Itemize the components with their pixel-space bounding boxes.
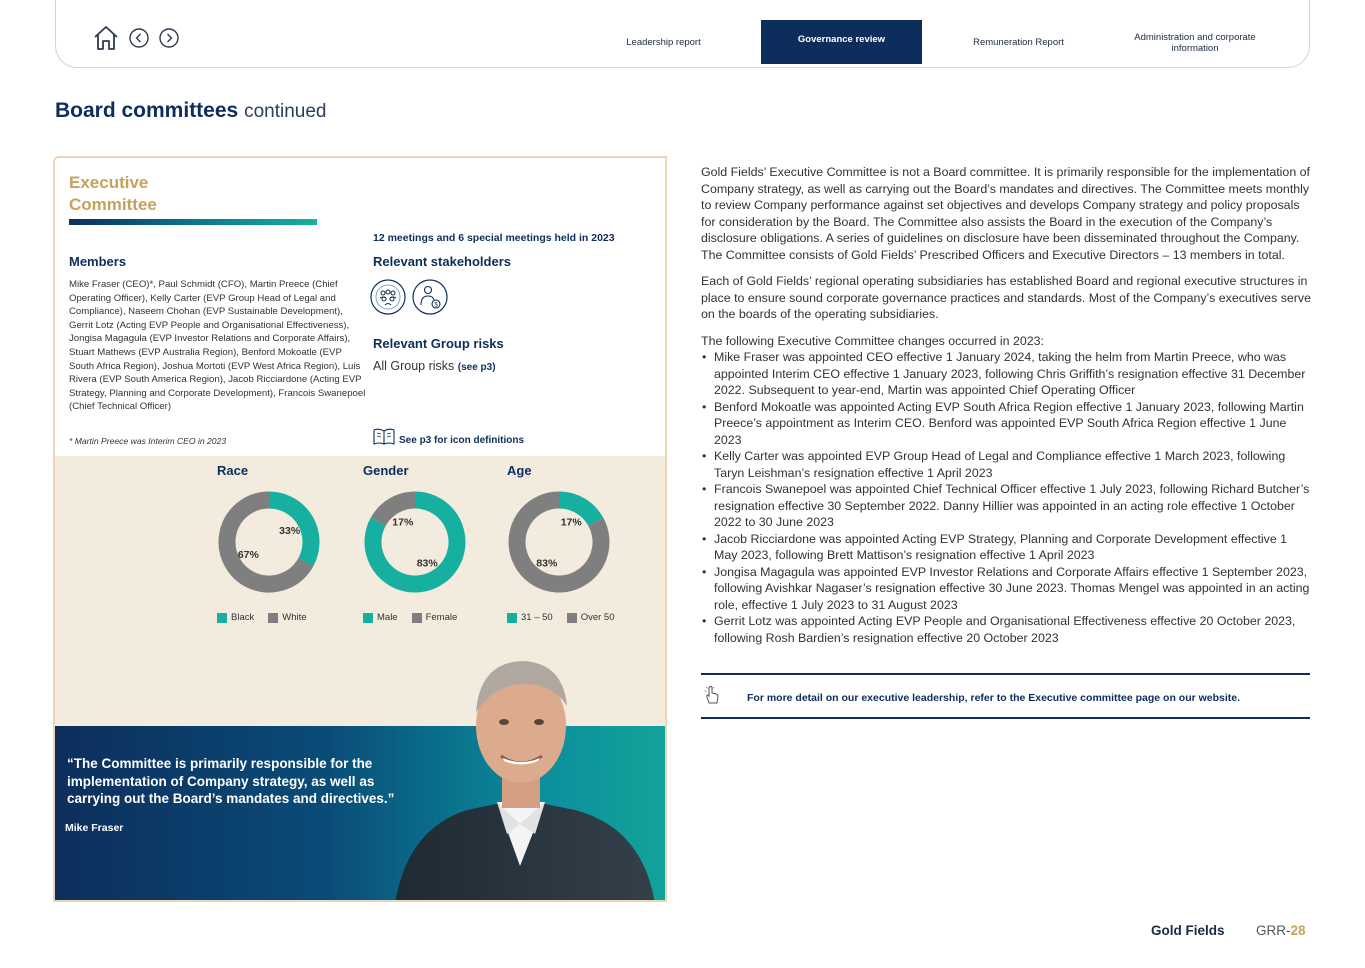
stakeholder-icons — [369, 278, 449, 316]
risks-heading: Relevant Group risks — [373, 336, 504, 351]
list-item: • Kelly Carter was appointed EVP Group Head of Legal and Compliance effective 1 March 2023, following Taryn Leishman’s resignation effective 1 April 2023 — [701, 448, 1313, 481]
page-prefix: GRR- — [1256, 923, 1291, 938]
title-accent-bar — [69, 219, 317, 225]
footer-brand: Gold Fields — [1151, 923, 1225, 938]
gender-chart — [363, 463, 503, 623]
changes-list — [701, 349, 1313, 646]
investor-icon — [411, 278, 449, 316]
committee-title-line1: Executive — [69, 173, 149, 192]
gender-donut — [363, 490, 467, 594]
tab-administration[interactable]: Administration and corporate information — [1134, 31, 1256, 54]
donut-label-male: 83% — [416, 557, 438, 570]
risks-text — [373, 359, 496, 373]
committee-title-line2: Committee — [69, 195, 157, 214]
risks-value: All Group risks — [373, 359, 455, 373]
list-item: • Francois Swanepoel was appointed Chief Technical Officer effective 1 July 2023, following Richard Butcher’s resignation effective 30 September 2022. Danny Hillier was appointed in an acting role effective 1 October 2022 to 30 June 2023 — [701, 481, 1313, 531]
list-item: • Jongisa Magagula was appointed EVP Investor Relations and Corporate Affairs effective 1 September 2023, following Avishkar Nagaser’s resignation effective 30 June 2023. Thomas Mengel was appointed in an acting role, effective 1 July 2023 to 31 August 2023 — [701, 564, 1313, 614]
icon-definitions-link[interactable] — [372, 426, 524, 446]
race-legend — [217, 612, 357, 623]
age-chart-title: Age — [507, 463, 532, 478]
age-donut — [507, 490, 611, 594]
legend-label-31-50: 31 – 50 — [521, 612, 553, 623]
members-list: Mike Fraser (CEO)*, Paul Schmidt (CFO), Martin Preece (Chief Operating Officer), Kelly Carter (EVP Group Head of Legal and Compliance), Naseem Chohan (EVP Sustainable Development), Gerrit Lotz (Acting EVP People and Organisational Effectiveness), Jongisa Magagula (EVP Investor Relations and Corporate Affairs), Stuart Mathews (EVP Australia Region), Benford Mokoatle (EVP South Africa Region), Joshua Mortoti (EVP West Africa Region), Luis Rivera (EVP South America Region), Jacob Ricciardone (Acting EVP Strategy, Planning and Corporate Development), Francois Swanepoel (Chief Technical Officer) — [69, 279, 366, 413]
list-item: • Jacob Ricciardone was appointed Acting EVP Strategy, Planning and Corporate Development effective 1 May 2023, following Brett Mattison’s resignation effective 1 April 2023 — [701, 531, 1313, 564]
list-item: • Benford Mokoatle was appointed Acting EVP South Africa Region effective 1 January 2023, following Martin Preece’s appointment as Interim CEO. Benford was appointed EVP South Africa Region effective 1 June 2023 — [701, 399, 1313, 449]
legend-swatch-male — [363, 613, 373, 623]
list-item: • Gerrit Lotz was appointed Acting EVP People and Organisational Effectiveness effective 20 October 2023, following Rosh Bardien’s resignation effective 20 October 2023 — [701, 613, 1313, 646]
legend-swatch-female — [412, 613, 422, 623]
more-detail-callout[interactable] — [701, 673, 1310, 719]
committee-title — [69, 172, 157, 216]
footer-page-number — [1256, 923, 1306, 938]
donut-label-over-50: 83% — [536, 557, 558, 570]
page-number: 28 — [1290, 923, 1306, 938]
pointer-hand-icon — [703, 685, 721, 705]
page-title — [55, 99, 326, 123]
donut-label-black: 67% — [237, 549, 259, 562]
legend-label-female: Female — [425, 612, 458, 623]
gender-legend — [363, 612, 503, 623]
description-paragraph-1: Gold Fields’ Executive Committee is not a Board committee. It is primarily responsible for the implementation of Company strategy, as well as carrying out the Board’s mandates and directives. The Committee meets monthly to review Company performance against set objectives and develops Company strategy and policy proposals for consideration by the Board. The Committee also assists the Board in the execution of the Company’s disclosure obligations. A series of guidelines on disclosure have been disseminated throughout the Company. The Committee consists of Gold Fields’ Prescribed Officers and Executive Directors – 13 members in total. — [701, 165, 1310, 262]
description-paragraph-2: Each of Gold Fields’ regional operating subsidiaries has established Board and regional executive structures in place to ensure sound corporate governance practices and standards. Most of the Company’s executives serve on the boards of the operating subsidiaries. — [701, 274, 1312, 321]
legend-label-over-50: Over 50 — [580, 612, 615, 623]
nav-icon-group — [92, 24, 180, 52]
executive-portrait — [385, 634, 667, 902]
age-chart — [507, 463, 647, 623]
age-legend — [507, 612, 647, 623]
tab-leadership-report[interactable]: Leadership report — [626, 37, 701, 49]
stakeholders-heading: Relevant stakeholders — [373, 254, 512, 269]
people-group-icon — [369, 278, 407, 316]
race-chart — [217, 463, 357, 623]
list-item: • Mike Fraser was appointed CEO effective 1 January 2024, taking the helm from Martin Preece, who was appointed Interim CEO effective 1 January 2023, following Chris Griffith’s resignation effective 31 December 2022. Subsequent to year-end, Martin was appointed Chief Operating Officer — [701, 349, 1313, 399]
chevron-left-icon[interactable] — [128, 27, 150, 49]
active-tab-indicator — [761, 59, 922, 64]
tab-remuneration-report[interactable]: Remuneration Report — [973, 37, 1064, 49]
donut-label-female: 17% — [392, 516, 414, 529]
top-navigation — [55, 0, 1310, 68]
tab-governance-review[interactable]: Governance review — [761, 20, 922, 60]
meetings-summary: 12 meetings and 6 special meetings held in 2023 — [373, 232, 615, 244]
changes-intro: The following Executive Committee changes occurred in 2023: — [701, 333, 1044, 348]
quote-attribution: Mike Fraser — [65, 822, 124, 834]
page-title-main: Board committees — [55, 99, 239, 122]
legend-swatch-white — [268, 613, 278, 623]
executive-committee-card — [53, 156, 667, 902]
committee-quote: “The Committee is primarily responsible for the implementation of Company strategy, as well as carrying out the Board’s mandates and directives.” — [67, 756, 395, 806]
legend-label-white: White — [282, 612, 307, 623]
legend-label-male: Male — [377, 612, 398, 623]
chevron-right-icon[interactable] — [158, 27, 180, 49]
page-title-suffix: continued — [244, 101, 327, 122]
gender-chart-title: Gender — [363, 463, 409, 478]
donut-label-31-50: 17% — [560, 516, 582, 529]
open-book-icon — [372, 426, 396, 446]
legend-swatch-31-50 — [507, 613, 517, 623]
race-chart-title: Race — [217, 463, 249, 478]
description-column — [701, 164, 1313, 646]
home-icon[interactable] — [92, 24, 120, 52]
race-donut — [217, 490, 321, 594]
icon-definitions-text: See p3 for icon definitions — [399, 435, 525, 446]
risks-page-ref[interactable]: (see p3) — [457, 362, 496, 373]
legend-swatch-black — [217, 613, 227, 623]
legend-label-black: Black — [231, 612, 255, 623]
members-footnote: * Martin Preece was Interim CEO in 2023 — [69, 436, 227, 446]
svg-text:$: $ — [434, 302, 438, 309]
legend-swatch-over-50 — [567, 613, 577, 623]
more-detail-link[interactable]: For more detail on our executive leadership, refer to the Executive committee page on our website. — [747, 692, 1241, 704]
donut-label-white: 33% — [279, 524, 301, 537]
members-heading: Members — [69, 254, 127, 269]
